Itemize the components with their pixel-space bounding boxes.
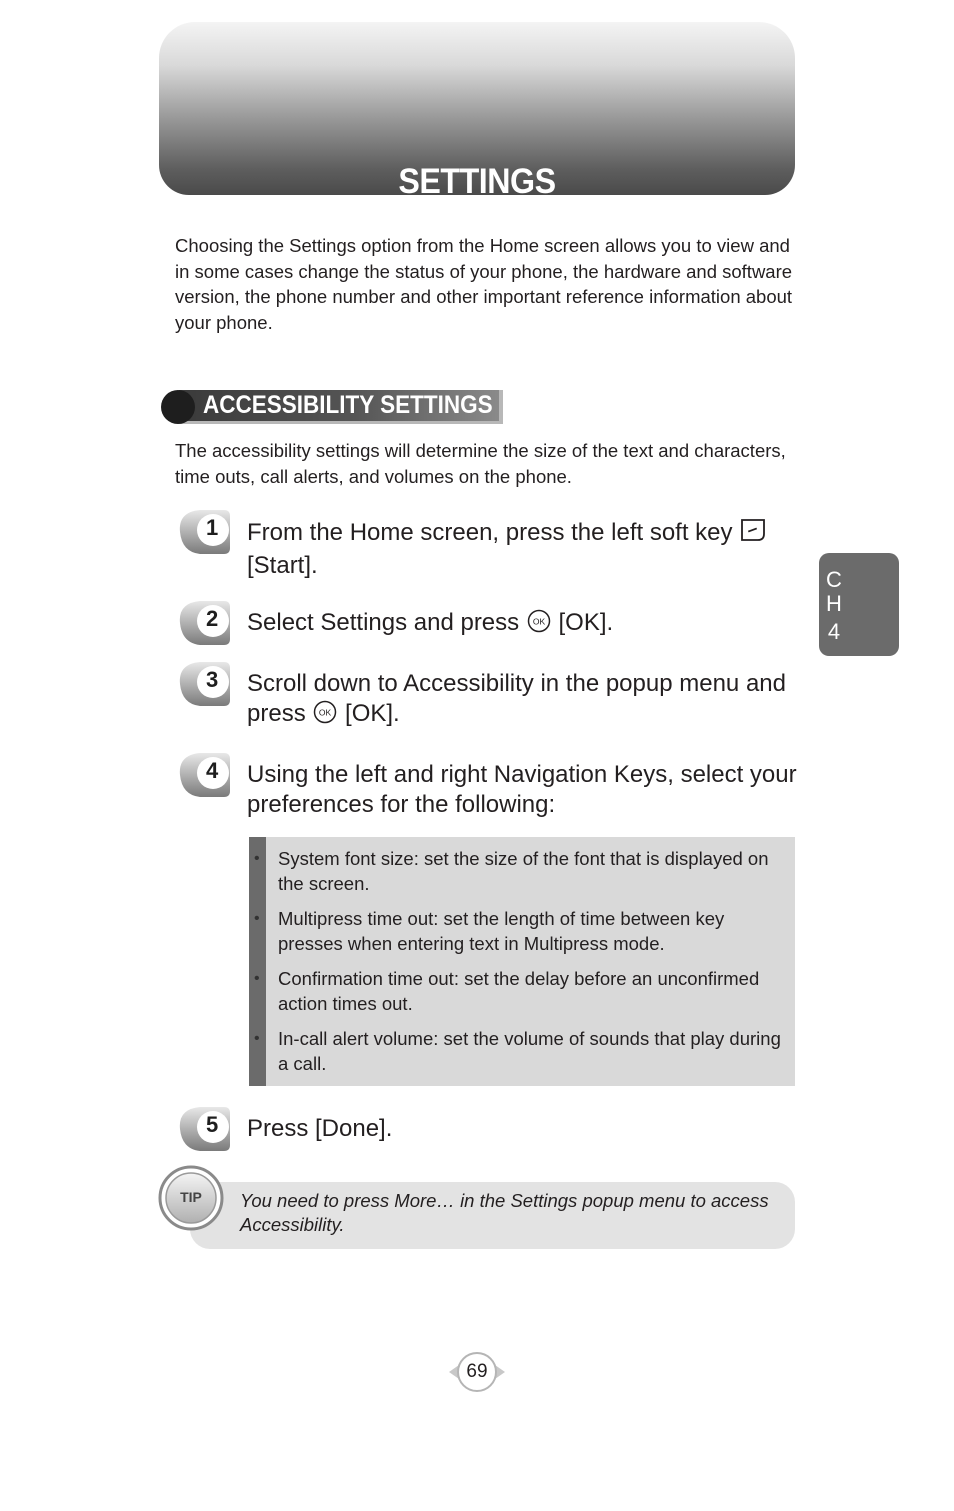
section-title: ACCESSIBILITY SETTINGS: [203, 391, 493, 419]
tip-callout: [158, 1165, 798, 1251]
step-text: [247, 608, 807, 641]
section-description: The accessibility settings will determine the size of the text and characters, time outs, call alerts, and volumes on the phone.: [175, 440, 786, 487]
bullet-marker: •: [254, 1030, 260, 1047]
chapter-label: [819, 568, 849, 644]
page-number-text: 69: [466, 1361, 488, 1382]
step-text: Using the left and right Navigation Keys, select your preferences for the following:: [247, 761, 797, 818]
list-item-text: Multipress time out: set the length of time between key presses when entering text in Multipress mode.: [278, 908, 725, 954]
section-bullet-circle: [161, 390, 195, 424]
bullet-marker: •: [254, 850, 260, 867]
chapter-letter: C: [826, 567, 842, 592]
left-soft-key-icon: [739, 517, 767, 551]
bullet-marker: •: [254, 970, 260, 987]
step-text-part: Select Settings and press: [247, 609, 520, 636]
page-title: SETTINGS: [398, 162, 556, 201]
step-text-part: [OK].: [345, 700, 400, 727]
list-item: [249, 966, 795, 1016]
list-item-text: Confirmation time out: set the delay before an unconfirmed action times out.: [278, 968, 760, 1014]
intro-paragraph: Choosing the Settings option from the Home screen allows you to view and in some cases change the status of your phone, the hardware and software version, the phone number and other important reference information about your phone.: [175, 235, 793, 333]
step-badge: [176, 751, 230, 797]
svg-text:OK: OK: [319, 707, 332, 718]
page-number: [447, 1351, 507, 1393]
tip-text: You need to press More… in the Settings popup menu to access Accessibility.: [240, 1190, 769, 1235]
step-text: [247, 669, 807, 732]
svg-text:OK: OK: [532, 616, 545, 627]
step-text-part: Scroll down to Accessibility in the popup menu and press: [247, 670, 786, 727]
chapter-tab: [819, 553, 899, 656]
tip-label: TIP: [180, 1189, 202, 1205]
step-badge: [176, 1105, 230, 1151]
tip-icon: [158, 1165, 224, 1231]
chapter-number: 4: [827, 619, 841, 644]
list-item-text: System font size: set the size of the font that is displayed on the screen.: [278, 848, 769, 894]
step-number: 5: [206, 1112, 219, 1137]
preferences-box: [249, 837, 795, 1086]
step-badge: [176, 508, 230, 554]
page-header: [159, 22, 795, 201]
ok-key-icon: [526, 609, 552, 641]
list-item: [249, 1026, 795, 1076]
step-text: [247, 517, 807, 581]
step-badge: [176, 660, 230, 706]
step-badge: [176, 599, 230, 645]
chapter-letter: H: [826, 591, 842, 616]
step-text: Press [Done].: [247, 1115, 393, 1142]
step-text-part: [OK].: [558, 609, 614, 636]
step-text-part: From the Home screen, press the left soft key: [247, 519, 733, 546]
step-text-part: [Start].: [247, 552, 318, 579]
list-item: [249, 906, 795, 956]
ok-key-icon: [312, 700, 338, 732]
list-item: [249, 846, 795, 896]
step-number: 2: [206, 606, 219, 631]
step-number: 3: [206, 667, 219, 692]
list-item-text: In-call alert volume: set the volume of sounds that play during a call.: [278, 1028, 781, 1074]
bullet-marker: •: [254, 910, 260, 927]
step-number: 1: [206, 515, 219, 540]
step-number: 4: [206, 758, 219, 783]
preferences-list: [249, 846, 795, 1086]
